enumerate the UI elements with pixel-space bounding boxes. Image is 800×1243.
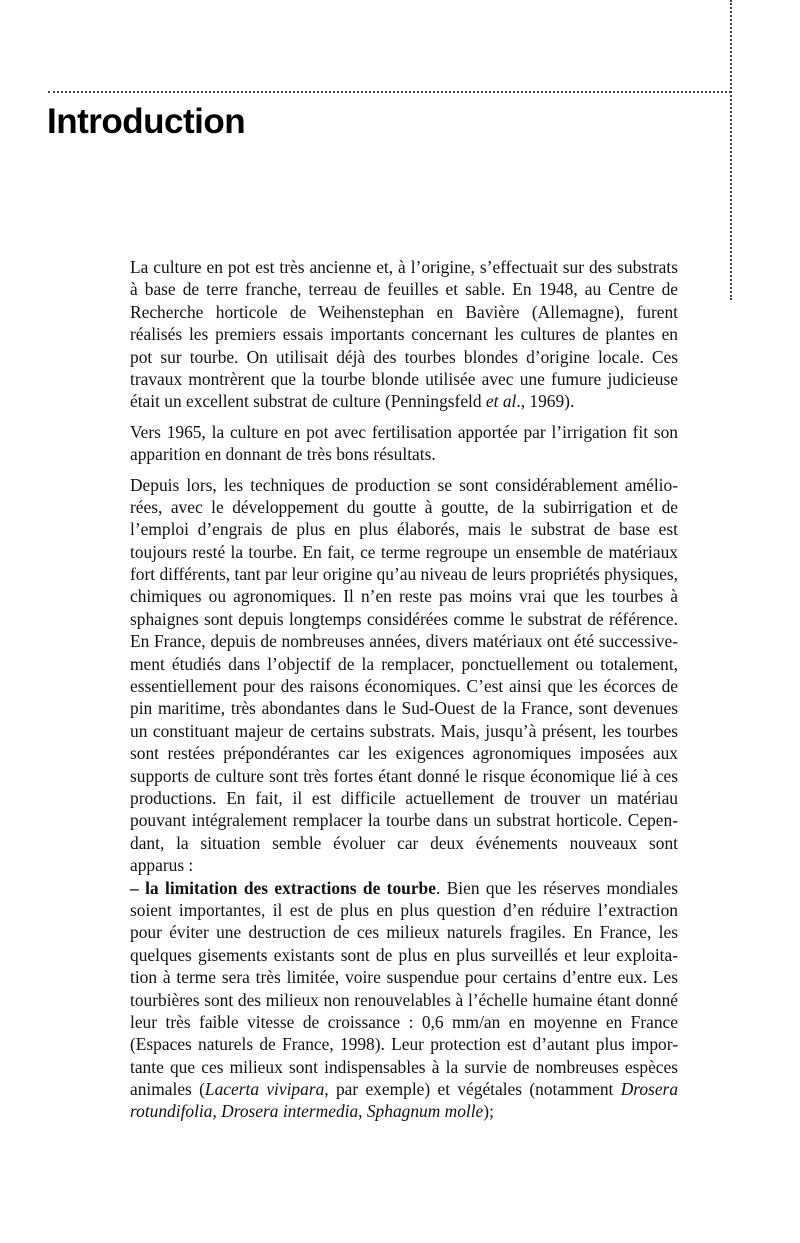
- text-segment: ., 1969).: [516, 391, 575, 412]
- text-segment: pot sur tourbe. On utilisait déjà des tourbes blondes d’origine locale. Ces: [130, 346, 678, 367]
- text-segment: était un excellent substrat de culture (Penningsfeld: [130, 391, 486, 412]
- text-segment: Recherche horticole de Weihenstephan en Bavière (Allemagne), furent: [130, 301, 678, 322]
- text-line: [130, 1056, 678, 1078]
- text-segment: toujours resté la tourbe. En fait, ce terme regroupe un ensemble de matériaux: [130, 541, 678, 562]
- text-segment: l’emploi d’engrais de plus en plus élaborés, mais le substrat de base est: [130, 519, 678, 540]
- text-line: [130, 832, 678, 854]
- text-line: [130, 368, 678, 390]
- text-line: [130, 323, 678, 345]
- text-line: [130, 346, 678, 368]
- text-line: [130, 421, 678, 443]
- paragraph: [130, 421, 678, 466]
- text-line: [130, 1078, 678, 1100]
- text-segment: supports de culture sont très fortes étant donné le risque économique lié à ces: [130, 765, 678, 786]
- text-segment: fort différents, tant par leur origine qu’au niveau de leurs propriétés physiques,: [130, 564, 678, 585]
- text-segment: soient importantes, il est de plus en plus question d’en réduire l’extraction: [130, 899, 678, 920]
- text-segment: rées, avec le développement du goutte à goutte, de la subirrigation et de: [130, 496, 678, 517]
- text-line: [130, 966, 678, 988]
- italic-text: Lacerta vivipara: [204, 1079, 325, 1100]
- italic-text: Drosera: [620, 1079, 679, 1100]
- text-segment: leur très faible vitesse de croissance : 0,6 mm/an en moyenne en France: [130, 1011, 678, 1032]
- text-segment: essentiellement pour des raisons économiques. C’est ainsi que les écorces de: [130, 676, 678, 697]
- text-line: [130, 278, 678, 300]
- text-line: [130, 989, 678, 1011]
- text-line: [130, 608, 678, 630]
- text-line: [130, 653, 678, 675]
- bold-text: – la limitation des extractions de tourbe: [130, 877, 436, 898]
- text-segment: chimiques ou agronomiques. Il n’en reste pas moins vrai que les tourbes à: [130, 586, 678, 607]
- text-segment: quelques gisements existants sont de plus en plus surveillés et leur exploita-: [130, 944, 678, 965]
- text-segment: apparition en donnant de très bons résultats.: [130, 444, 436, 465]
- text-segment: );: [483, 1101, 494, 1122]
- text-line: [130, 541, 678, 563]
- text-segment: En France, depuis de nombreuses années, divers matériaux ont été successive-: [130, 631, 678, 652]
- text-line: [130, 877, 678, 899]
- text-line: [130, 301, 678, 323]
- text-line: [130, 765, 678, 787]
- text-line: [130, 630, 678, 652]
- text-line: [130, 854, 678, 876]
- text-line: [130, 809, 678, 831]
- italic-text: rotundifolia, Drosera intermedia, Sphagnum molle: [130, 1101, 484, 1122]
- text-line: [130, 474, 678, 496]
- text-line: [130, 256, 678, 278]
- chapter-title: Introduction: [47, 102, 246, 141]
- text-segment: sphaignes sont depuis longtemps considérées comme le substrat de référence.: [130, 608, 678, 629]
- paragraph: [130, 256, 678, 413]
- text-segment: ment étudiés dans l’objectif de la remplacer, ponctuellement ou totalement,: [130, 653, 678, 674]
- text-segment: La culture en pot est très ancienne et, à l’origine, s’effectuait sur des substrats: [130, 257, 678, 277]
- text-line: [130, 496, 678, 518]
- text-segment: sont restées prépondérantes car les exigences agronomiques imposées aux: [130, 743, 678, 764]
- text-segment: . Bien que les réserves mondiales: [435, 877, 678, 898]
- text-line: [130, 1011, 678, 1033]
- text-line: [130, 921, 678, 943]
- text-segment: un constituant majeur de certains substrats. Mais, jusqu’à présent, les tourbes: [130, 720, 678, 741]
- top-dotted-rule: [48, 91, 731, 93]
- text-line: [130, 742, 678, 764]
- text-line: [130, 787, 678, 809]
- text-segment: pouvant intégralement remplacer la tourbe dans un substrat horticole. Cepen-: [130, 810, 678, 831]
- text-line: [130, 518, 678, 540]
- text-line: [130, 443, 678, 465]
- text-segment: Depuis lors, les techniques de production se sont considérablement amélio-: [130, 474, 678, 495]
- text-line: [130, 697, 678, 719]
- side-dotted-rule: [730, 0, 732, 300]
- text-segment: à base de terre franche, terreau de feuilles et sable. En 1948, au Centre de: [130, 279, 678, 300]
- text-segment: apparus :: [130, 855, 194, 876]
- text-line: [130, 944, 678, 966]
- paragraph: [130, 474, 678, 1123]
- text-segment: Vers 1965, la culture en pot avec fertilisation apportée par l’irrigation fit son: [130, 421, 678, 442]
- text-segment: (Espaces naturels de France, 1998). Leur protection est d’autant plus impor-: [130, 1034, 678, 1055]
- text-segment: productions. En fait, il est difficile actuellement de trouver un matériau: [130, 787, 678, 808]
- text-segment: tante que ces milieux sont indispensables à la survie de nombreuses espèces: [130, 1056, 678, 1077]
- text-segment: travaux montrèrent que la tourbe blonde utilisée avec une fumure judicieuse: [130, 368, 678, 389]
- text-segment: pour éviter une destruction de ces milieux naturels fragiles. En France, les: [130, 922, 678, 943]
- text-segment: réalisés les premiers essais importants concernant les cultures de plantes en: [130, 324, 678, 345]
- text-segment: pin maritime, très abondantes dans le Sud-Ouest de la France, sont devenues: [130, 698, 678, 719]
- text-line: [130, 1100, 678, 1122]
- text-segment: animales (: [130, 1079, 205, 1100]
- text-line: [130, 563, 678, 585]
- body-text: [130, 256, 678, 1131]
- text-segment: dant, la situation semble évoluer car deux événements nouveaux sont: [130, 832, 678, 853]
- text-segment: , par exemple) et végétales (notamment: [324, 1079, 621, 1100]
- text-line: [130, 899, 678, 921]
- text-segment: tion à terme sera très limitée, voire suspendue pour certains d’entre eux. Les: [130, 967, 678, 988]
- text-line: [130, 720, 678, 742]
- text-line: [130, 390, 678, 412]
- text-line: [130, 1033, 678, 1055]
- italic-text: et al: [485, 391, 517, 412]
- text-segment: tourbières sont des milieux non renouvelables à l’échelle humaine étant donné: [130, 989, 678, 1010]
- text-line: [130, 585, 678, 607]
- text-line: [130, 675, 678, 697]
